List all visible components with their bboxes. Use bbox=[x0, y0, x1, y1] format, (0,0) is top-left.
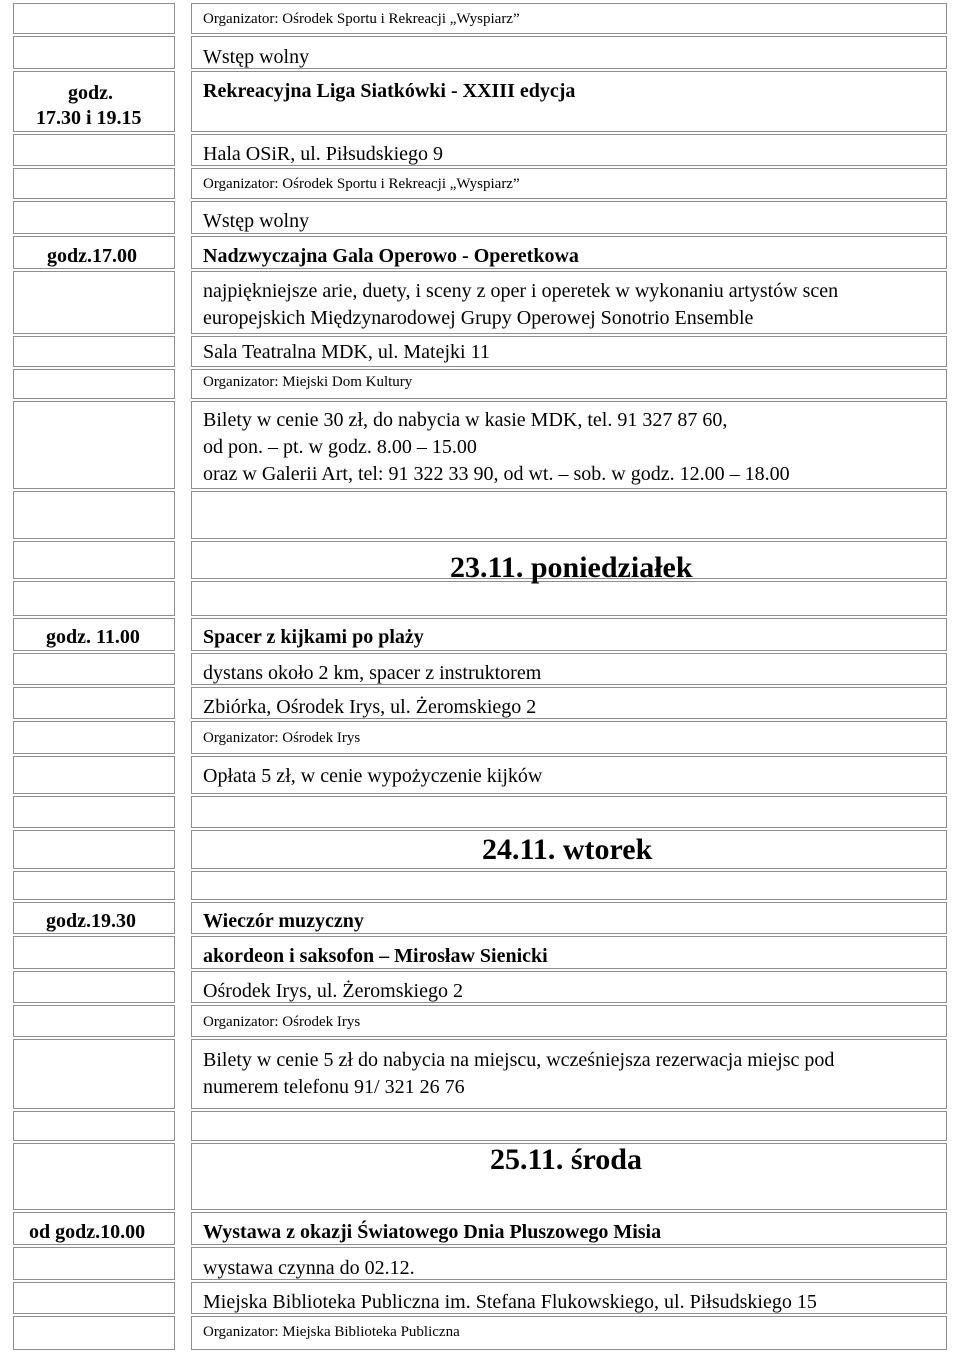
time-label: od godz.10.00 bbox=[29, 1221, 146, 1243]
venue-text: Zbiórka, Ośrodek Irys, ul. Żeromskiego 2 bbox=[203, 696, 537, 718]
table-cell bbox=[13, 721, 175, 754]
ticket-info: Opłata 5 zł, w cenie wypożyczenie kijków bbox=[203, 765, 543, 787]
ticket-info: numerem telefonu 91/ 321 26 76 bbox=[203, 1076, 465, 1098]
admission-text: Wstęp wolny bbox=[203, 210, 310, 232]
organizer-text: Organizator: Ośrodek Sportu i Rekreacji „Wyspiarz” bbox=[203, 176, 520, 192]
organizer-text: Organizator: Ośrodek Irys bbox=[203, 1014, 361, 1030]
table-cell bbox=[191, 871, 947, 900]
table-cell bbox=[13, 271, 175, 334]
table-cell bbox=[191, 581, 947, 616]
day-heading: 23.11. poniedziałek bbox=[450, 551, 693, 584]
table-cell bbox=[13, 1005, 175, 1037]
table-cell bbox=[13, 3, 175, 34]
event-description: dystans około 2 km, spacer z instruktorem bbox=[203, 662, 542, 684]
table-cell bbox=[13, 871, 175, 900]
table-cell bbox=[191, 491, 947, 539]
table-cell bbox=[13, 1316, 175, 1350]
table-cell bbox=[13, 830, 175, 869]
admission-text: Wstęp wolny bbox=[203, 46, 310, 68]
table-cell bbox=[13, 1282, 175, 1314]
event-title: Wieczór muzyczny bbox=[203, 910, 364, 932]
table-cell bbox=[13, 168, 175, 199]
table-cell bbox=[13, 1039, 175, 1109]
event-title: Nadzwyczajna Gala Operowo - Operetkowa bbox=[203, 245, 579, 267]
table-cell bbox=[13, 756, 175, 794]
time-label: godz.17.00 bbox=[47, 245, 137, 267]
table-cell bbox=[13, 541, 175, 579]
event-description: najpiękniejsze arie, duety, i sceny z oper i operetek w wykonaniu artystów scen bbox=[203, 280, 839, 302]
event-description: europejskich Międzynarodowej Grupy Operowej Sonotrio Ensemble bbox=[203, 307, 754, 329]
table-cell bbox=[13, 491, 175, 539]
venue-text: Ośrodek Irys, ul. Żeromskiego 2 bbox=[203, 980, 463, 1002]
ticket-info: Bilety w cenie 30 zł, do nabycia w kasie MDK, tel. 91 327 87 60, bbox=[203, 409, 728, 431]
table-cell bbox=[13, 653, 175, 685]
time-label: godz. bbox=[68, 82, 113, 104]
organizer-text: Organizator: Ośrodek Sportu i Rekreacji „Wyspiarz” bbox=[203, 11, 520, 27]
table-cell bbox=[13, 1143, 175, 1210]
table-cell bbox=[13, 1111, 175, 1141]
table-cell bbox=[13, 369, 175, 399]
ticket-info: od pon. – pt. w godz. 8.00 – 15.00 bbox=[203, 436, 477, 458]
table-cell bbox=[13, 36, 175, 69]
venue-text: Sala Teatralna MDK, ul. Matejki 11 bbox=[203, 341, 490, 363]
event-title: Spacer z kijkami po plaży bbox=[203, 626, 424, 648]
table-cell bbox=[13, 336, 175, 367]
table-cell bbox=[13, 581, 175, 616]
event-description: wystawa czynna do 02.12. bbox=[203, 1257, 415, 1279]
venue-text: Hala OSiR, ul. Piłsudskiego 9 bbox=[203, 143, 444, 165]
day-heading: 24.11. wtorek bbox=[482, 833, 653, 866]
time-label: godz. 11.00 bbox=[46, 626, 140, 648]
table-cell bbox=[13, 401, 175, 489]
ticket-info: oraz w Galerii Art, tel: 91 322 33 90, od wt. – sob. w godz. 12.00 – 18.00 bbox=[203, 463, 790, 485]
table-cell bbox=[191, 796, 947, 828]
event-subtitle: akordeon i saksofon – Mirosław Sienicki bbox=[203, 945, 548, 967]
ticket-info: Bilety w cenie 5 zł do nabycia na miejscu, wcześniejsza rezerwacja miejsc pod bbox=[203, 1049, 835, 1071]
table-cell bbox=[13, 971, 175, 1003]
table-cell bbox=[13, 796, 175, 828]
table-cell bbox=[13, 936, 175, 969]
day-heading: 25.11. środa bbox=[490, 1143, 642, 1176]
table-cell bbox=[13, 134, 175, 166]
event-title: Rekreacyjna Liga Siatkówki - XXIII edycja bbox=[203, 80, 576, 102]
venue-text: Miejska Biblioteka Publiczna im. Stefana Flukowskiego, ul. Piłsudskiego 15 bbox=[203, 1291, 817, 1313]
table-cell bbox=[13, 687, 175, 719]
event-title: Wystawa z okazji Światowego Dnia Pluszowego Misia bbox=[203, 1221, 662, 1243]
time-label: 17.30 i 19.15 bbox=[36, 107, 142, 129]
table-cell bbox=[191, 1111, 947, 1141]
organizer-text: Organizator: Miejski Dom Kultury bbox=[203, 374, 413, 390]
organizer-text: Organizator: Miejska Biblioteka Publiczna bbox=[203, 1324, 460, 1340]
table-cell bbox=[13, 201, 175, 234]
time-label: godz.19.30 bbox=[46, 910, 136, 932]
table-cell bbox=[13, 1247, 175, 1280]
organizer-text: Organizator: Ośrodek Irys bbox=[203, 730, 361, 746]
